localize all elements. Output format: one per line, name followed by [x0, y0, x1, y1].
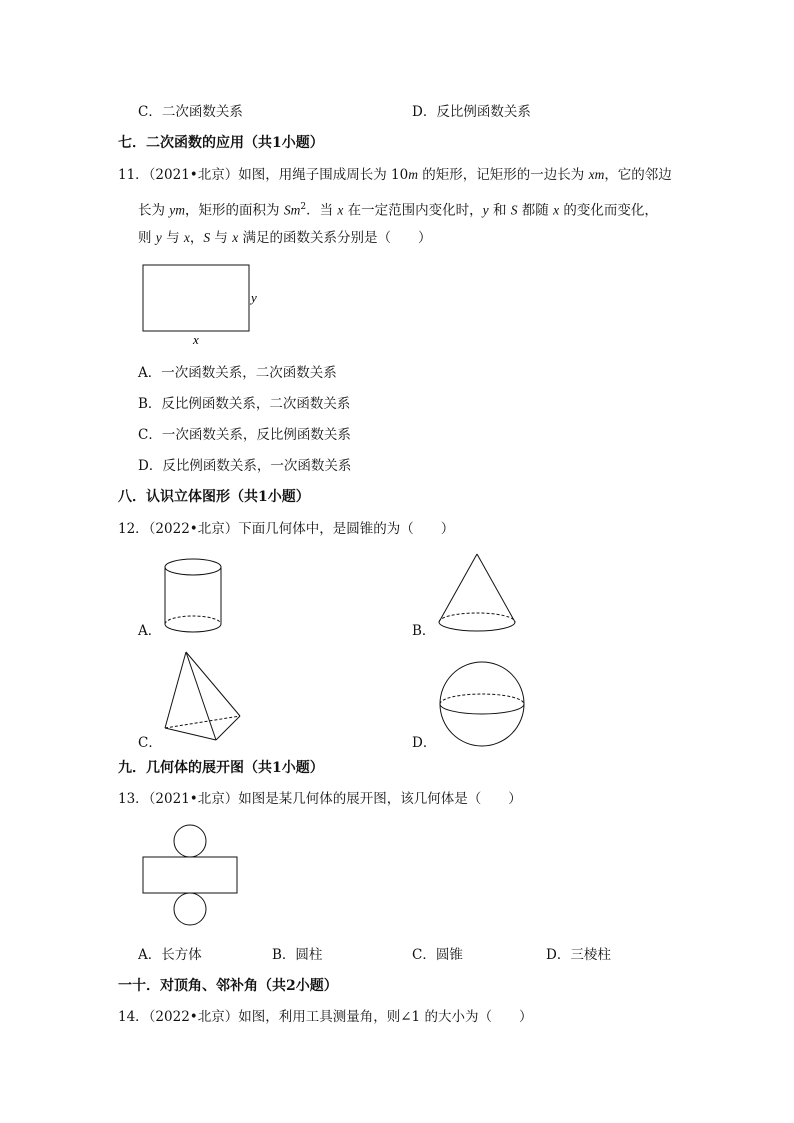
q14-stem: 14．（2022•北京）如图，利用工具测量角，则∠1 的大小为（ ） — [118, 1009, 533, 1025]
net-top-circle — [174, 825, 206, 857]
q11-option-c: C．一次函数关系，反比例函数关系 — [138, 427, 351, 443]
q13-stem: 13．（2021•北京）如图是某几何体的展开图，该几何体是（ ） — [118, 791, 522, 807]
label-x: x — [193, 332, 199, 347]
q10-option-d: D．反比例函数关系 — [412, 104, 531, 120]
q11-option-b: B．反比例函数关系，二次函数关系 — [138, 396, 351, 412]
pyramid-figure — [160, 648, 246, 748]
net-rectangle — [143, 857, 237, 893]
q12-label-d: D． — [412, 735, 437, 751]
q12-label-b: B． — [412, 623, 436, 639]
q11-option-d: D．反比例函数关系，一次函数关系 — [138, 458, 352, 474]
net-bottom-circle — [174, 893, 206, 925]
q12-label-a: A． — [138, 623, 162, 639]
q11-stem-line-3: 则 y 与 x，S 与 x 满足的函数关系分别是（ ） — [138, 230, 432, 246]
section-10-title: 一十．对顶角、邻补角（共2小题） — [118, 978, 338, 994]
q12-stem: 12．（2022•北京）下面几何体中，是圆锥的为（ ） — [118, 521, 455, 537]
section-7-title: 七．二次函数的应用（共1小题） — [118, 135, 324, 151]
label-y: y — [251, 290, 257, 305]
cone-figure — [434, 550, 524, 640]
q13-option-c: C．圆锥 — [412, 947, 463, 963]
q11-option-a: A．一次函数关系，二次函数关系 — [138, 365, 337, 381]
q11-rectangle-figure — [136, 258, 266, 350]
q13-option-a: A．长方体 — [138, 947, 202, 963]
sphere-figure — [434, 658, 530, 750]
q13-option-b: B．圆柱 — [272, 947, 323, 963]
q11-stem-line-2: 长为 ym，矩形的面积为 Sm$^2$．当 x 在一定范围内变化时，y 和 S 都随 x 的变化而变化， — [138, 202, 658, 219]
cylinder-figure — [160, 556, 226, 638]
section-9-title: 九．几何体的展开图（共1小题） — [118, 760, 324, 776]
q10-option-c: C．二次函数关系 — [138, 104, 243, 120]
q11-stem-line-1: 11．（2021•北京）如图，用绳子围成周长为 10m 的矩形，记矩形的一边长为 xm，它的邻边 — [118, 167, 672, 183]
cylinder-net-figure — [138, 822, 242, 928]
section-8-title: 八．认识立体图形（共1小题） — [118, 489, 310, 505]
q13-option-d: D．三棱柱 — [546, 947, 611, 963]
q12-label-c: C． — [138, 735, 162, 751]
rectangle-shape — [143, 265, 249, 331]
